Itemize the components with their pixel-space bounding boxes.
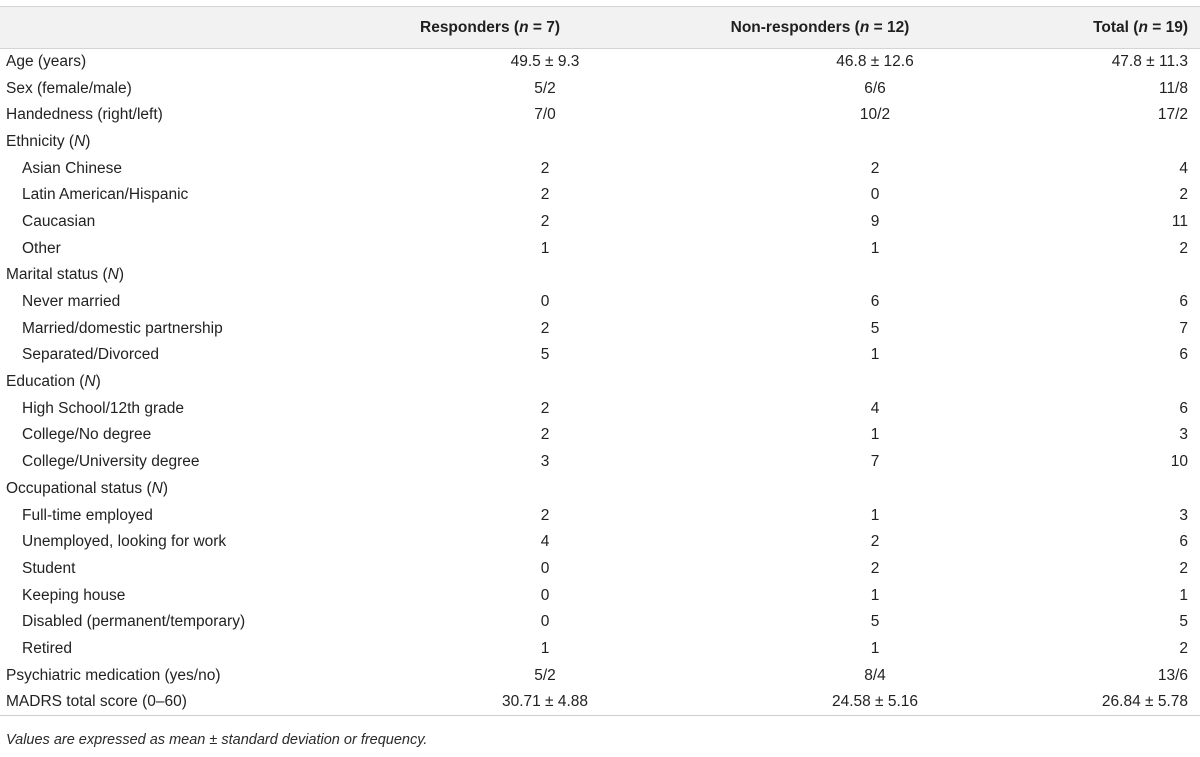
- responders-value: 2: [540, 506, 550, 524]
- responders-value: 0: [540, 586, 550, 604]
- non-responders-value: [620, 262, 1020, 289]
- row-label-text: Ethnicity (: [6, 132, 75, 150]
- row-label-text: College/University degree: [22, 453, 200, 471]
- row-label: [0, 289, 360, 316]
- responders-value: 0: [540, 293, 550, 311]
- responders-value: 1: [540, 239, 550, 257]
- table-row: [0, 582, 1200, 609]
- row-label-n: N: [107, 266, 119, 284]
- header-cell-blank: [0, 7, 360, 49]
- row-label: [0, 102, 360, 129]
- table-row: [0, 609, 1200, 636]
- total-value: [1020, 262, 1200, 289]
- row-label: [0, 315, 360, 342]
- row-label: [0, 155, 360, 182]
- row-label-text: Retired: [22, 639, 72, 657]
- total-value: [1020, 369, 1200, 396]
- total-value: 17/2: [1157, 106, 1188, 124]
- table-row: [0, 49, 1200, 76]
- row-label-n: N: [151, 479, 163, 497]
- total-value: 11: [1171, 212, 1188, 230]
- row-label-text: Asian Chinese: [22, 159, 122, 177]
- row-label-text: Keeping house: [22, 586, 126, 604]
- non-responders-value: 1: [870, 639, 880, 657]
- total-value: 2: [1179, 639, 1188, 657]
- table-row: [0, 449, 1200, 476]
- table-row: [0, 262, 1200, 289]
- responders-value: 3: [540, 453, 550, 471]
- responders-value: 5: [540, 346, 550, 364]
- table-row: [0, 342, 1200, 369]
- total-value: 6: [1179, 399, 1188, 417]
- row-label-text: Psychiatric medication (yes/no): [6, 666, 221, 684]
- non-responders-value: 2: [870, 533, 880, 551]
- row-label-end: ): [118, 266, 125, 284]
- row-label: [0, 556, 360, 583]
- table-row: [0, 289, 1200, 316]
- table-row: [0, 689, 1200, 716]
- table-row: [0, 476, 1200, 503]
- responders-value: 0: [540, 559, 550, 577]
- row-label-text: Age (years): [6, 53, 87, 71]
- category-label: [0, 129, 360, 156]
- row-label-text: Never married: [22, 293, 121, 311]
- row-label: [0, 689, 360, 716]
- row-label: [0, 582, 360, 609]
- row-label: [0, 502, 360, 529]
- header-responders-rest: = 7): [528, 18, 560, 36]
- non-responders-value: 2: [870, 159, 880, 177]
- row-label-text: Sex (female/male): [6, 79, 132, 97]
- total-value: 47.8 ± 11.3: [1111, 53, 1188, 71]
- row-label-text: Occupational status (: [6, 479, 152, 497]
- total-value: 11/8: [1158, 79, 1188, 97]
- table-row: [0, 129, 1200, 156]
- table-row: [0, 315, 1200, 342]
- total-value: 2: [1179, 186, 1188, 204]
- responders-value: [360, 129, 620, 156]
- non-responders-value: 9: [870, 212, 880, 230]
- non-responders-value: 5: [870, 613, 880, 631]
- row-label-text: MADRS total score (0–60): [6, 693, 187, 711]
- table-row: [0, 235, 1200, 262]
- total-value: 10: [1170, 453, 1188, 471]
- total-value: 1: [1179, 586, 1188, 604]
- row-label-text: Caucasian: [22, 212, 96, 230]
- header-cell-total: [1020, 7, 1200, 49]
- non-responders-value: 8/4: [864, 666, 886, 684]
- table-row: [0, 369, 1200, 396]
- total-value: 5: [1179, 613, 1188, 631]
- row-label-n: N: [84, 373, 96, 391]
- header-cell-responders: [360, 7, 620, 49]
- table-row: [0, 209, 1200, 236]
- row-label-text: Education (: [6, 373, 85, 391]
- total-value: 2: [1179, 559, 1188, 577]
- non-responders-value: 6: [870, 293, 880, 311]
- responders-value: 2: [540, 399, 550, 417]
- category-label: [0, 476, 360, 503]
- row-label: [0, 49, 360, 76]
- total-value: [1020, 129, 1200, 156]
- non-responders-value: [620, 476, 1020, 503]
- non-responders-value: 7: [870, 453, 880, 471]
- table-row: [0, 75, 1200, 102]
- responders-value: 2: [540, 186, 550, 204]
- row-label: [0, 235, 360, 262]
- row-label: [0, 342, 360, 369]
- responders-value: 0: [540, 613, 550, 631]
- non-responders-value: 10/2: [859, 106, 891, 124]
- row-label: [0, 75, 360, 102]
- row-label: [0, 529, 360, 556]
- row-label: [0, 422, 360, 449]
- responders-value: 49.5 ± 9.3: [510, 53, 580, 71]
- row-label: [0, 662, 360, 689]
- non-responders-value: 1: [870, 426, 880, 444]
- table-header-row: [0, 7, 1200, 49]
- non-responders-value: 1: [870, 346, 880, 364]
- row-label: [0, 209, 360, 236]
- non-responders-value: [620, 369, 1020, 396]
- responders-value: 2: [540, 319, 550, 337]
- header-responders-n: n: [519, 18, 529, 36]
- category-label: [0, 369, 360, 396]
- row-label-text: Student: [22, 559, 76, 577]
- non-responders-value: 1: [870, 506, 880, 524]
- responders-value: [360, 262, 620, 289]
- responders-value: 1: [540, 639, 550, 657]
- table-row: [0, 662, 1200, 689]
- total-value: 4: [1179, 159, 1188, 177]
- table-row: [0, 182, 1200, 209]
- header-non-responders-label: Non-responders (: [730, 18, 860, 36]
- header-total-label: Total (: [1093, 18, 1139, 36]
- total-value: 3: [1179, 506, 1188, 524]
- row-label-text: Separated/Divorced: [22, 346, 159, 364]
- header-non-responders-rest: = 12): [869, 18, 910, 36]
- non-responders-value: 1: [870, 239, 880, 257]
- header-non-responders-n: n: [859, 18, 870, 36]
- non-responders-value: 5: [870, 319, 880, 337]
- header-total-n: n: [1138, 18, 1148, 36]
- non-responders-value: 6/6: [864, 79, 886, 97]
- demographics-table: [0, 6, 1200, 716]
- row-label: [0, 449, 360, 476]
- header-cell-non-responders: [620, 7, 1020, 49]
- responders-value: 2: [540, 426, 550, 444]
- row-label: [0, 636, 360, 663]
- total-value: 6: [1179, 533, 1188, 551]
- table-footnote: Values are expressed as mean ± standard deviation or frequency.: [6, 732, 428, 748]
- row-label-text: College/No degree: [22, 426, 152, 444]
- row-label-end: ): [162, 479, 168, 497]
- total-value: 3: [1179, 426, 1188, 444]
- total-value: 13/6: [1157, 666, 1188, 684]
- header-responders-label: Responders (: [420, 18, 520, 36]
- non-responders-value: 46.8 ± 12.6: [836, 53, 914, 71]
- responders-value: 2: [540, 159, 550, 177]
- table-row: [0, 529, 1200, 556]
- non-responders-value: [620, 129, 1020, 156]
- non-responders-value: 1: [870, 586, 880, 604]
- table-row: [0, 502, 1200, 529]
- row-label: [0, 182, 360, 209]
- category-label: [0, 262, 360, 289]
- total-value: 6: [1179, 293, 1188, 311]
- responders-value: 30.71 ± 4.88: [360, 689, 620, 716]
- total-value: 6: [1179, 346, 1188, 364]
- row-label-text: Unemployed, looking for work: [22, 533, 227, 551]
- row-label-text: Marital status (: [6, 266, 108, 284]
- row-label-n: N: [74, 132, 86, 150]
- non-responders-value: 2: [870, 559, 880, 577]
- total-value: 2: [1179, 239, 1188, 257]
- table-row: [0, 422, 1200, 449]
- row-label-text: Other: [22, 239, 61, 257]
- row-label-end: ): [95, 373, 101, 391]
- table-body: [0, 49, 1200, 716]
- row-label: [0, 395, 360, 422]
- total-value: 26.84 ± 5.78: [1020, 689, 1200, 716]
- table-row: [0, 155, 1200, 182]
- responders-value: [360, 476, 620, 503]
- table-row: [0, 102, 1200, 129]
- responders-value: 2: [540, 212, 550, 230]
- row-label-end: ): [85, 132, 91, 150]
- responders-value: 5/2: [534, 79, 556, 97]
- responders-value: 4: [540, 533, 550, 551]
- row-label-text: Handedness (right/left): [6, 106, 163, 124]
- responders-value: [360, 369, 620, 396]
- row-label-text: Latin American/Hispanic: [22, 186, 189, 204]
- total-value: 7: [1179, 319, 1188, 337]
- non-responders-value: 4: [870, 399, 880, 417]
- row-label-text: Married/domestic partnership: [22, 319, 223, 337]
- total-value: [1020, 476, 1200, 503]
- row-label-text: Full-time employed: [22, 506, 153, 524]
- non-responders-value: 0: [870, 186, 880, 204]
- responders-value: 5/2: [534, 666, 556, 684]
- non-responders-value: 24.58 ± 5.16: [620, 689, 1020, 716]
- table-row: [0, 395, 1200, 422]
- responders-value: 7/0: [534, 106, 556, 124]
- row-label: [0, 609, 360, 636]
- row-label-text: Disabled (permanent/temporary): [22, 613, 246, 631]
- table-row: [0, 556, 1200, 583]
- header-total-rest: = 19): [1147, 18, 1188, 36]
- table-row: [0, 636, 1200, 663]
- row-label-text: High School/12th grade: [22, 399, 185, 417]
